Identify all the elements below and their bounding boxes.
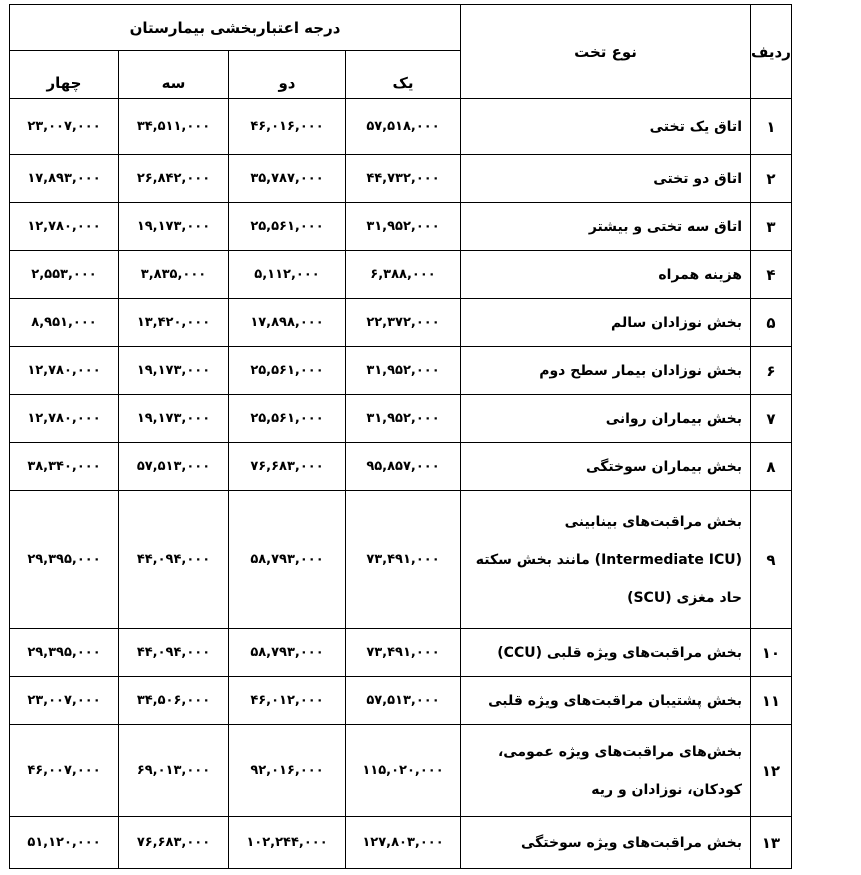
table-row bbox=[10, 299, 792, 347]
price-grade-3: ۷۶,۶۸۳,۰۰۰ bbox=[119, 817, 229, 869]
table-row bbox=[10, 629, 792, 677]
price-grade-2: ۴۶,۰۱۶,۰۰۰ bbox=[229, 99, 346, 155]
table-row bbox=[10, 99, 792, 155]
header-grade-1: یک bbox=[346, 51, 461, 99]
row-number: ۵ bbox=[751, 299, 792, 347]
price-grade-4: ۲۳,۰۰۷,۰۰۰ bbox=[10, 677, 119, 725]
header-bed-type: نوع تخت bbox=[461, 5, 751, 99]
bed-type-cell: بخش مراقبت‌های ویژه قلبی (CCU) bbox=[461, 629, 751, 677]
row-number: ۱۱ bbox=[751, 677, 792, 725]
price-grade-4: ۱۲,۷۸۰,۰۰۰ bbox=[10, 203, 119, 251]
price-grade-1: ۵۷,۵۱۳,۰۰۰ bbox=[346, 677, 461, 725]
table-row bbox=[10, 491, 792, 629]
price-grade-4: ۱۲,۷۸۰,۰۰۰ bbox=[10, 347, 119, 395]
price-grade-2: ۹۲,۰۱۶,۰۰۰ bbox=[229, 725, 346, 817]
price-grade-3: ۴۴,۰۹۴,۰۰۰ bbox=[119, 629, 229, 677]
bed-type-cell: هزینه همراه bbox=[461, 251, 751, 299]
price-grade-2: ۷۶,۶۸۳,۰۰۰ bbox=[229, 443, 346, 491]
price-grade-1: ۵۷,۵۱۸,۰۰۰ bbox=[346, 99, 461, 155]
price-grade-2: ۱۷,۸۹۸,۰۰۰ bbox=[229, 299, 346, 347]
price-grade-1: ۱۱۵,۰۲۰,۰۰۰ bbox=[346, 725, 461, 817]
price-grade-3: ۱۹,۱۷۳,۰۰۰ bbox=[119, 347, 229, 395]
table-row bbox=[10, 155, 792, 203]
header-grade-group: درجه اعتباربخشی بیمارستان bbox=[10, 5, 461, 51]
row-number: ۱۲ bbox=[751, 725, 792, 817]
header-grade-4: چهار bbox=[10, 51, 119, 99]
price-grade-4: ۵۱,۱۲۰,۰۰۰ bbox=[10, 817, 119, 869]
row-number: ۱۰ bbox=[751, 629, 792, 677]
table-row bbox=[10, 251, 792, 299]
bed-type-cell: بخش نوزادان بیمار سطح دوم bbox=[461, 347, 751, 395]
price-grade-1: ۷۳,۴۹۱,۰۰۰ bbox=[346, 629, 461, 677]
price-grade-4: ۱۷,۸۹۳,۰۰۰ bbox=[10, 155, 119, 203]
price-grade-2: ۲۵,۵۶۱,۰۰۰ bbox=[229, 347, 346, 395]
table-row bbox=[10, 395, 792, 443]
price-grade-2: ۵۸,۷۹۳,۰۰۰ bbox=[229, 629, 346, 677]
bed-type-cell: بخش مراقبت‌های بینابینی (Intermediate ICU) مانند بخش سکته حاد مغزی (SCU) bbox=[461, 491, 751, 629]
row-number: ۶ bbox=[751, 347, 792, 395]
price-grade-3: ۲۶,۸۴۲,۰۰۰ bbox=[119, 155, 229, 203]
price-grade-3: ۱۹,۱۷۳,۰۰۰ bbox=[119, 395, 229, 443]
price-grade-3: ۳,۸۳۵,۰۰۰ bbox=[119, 251, 229, 299]
price-grade-3: ۳۴,۵۱۱,۰۰۰ bbox=[119, 99, 229, 155]
price-grade-1: ۲۲,۳۷۲,۰۰۰ bbox=[346, 299, 461, 347]
row-number: ۹ bbox=[751, 491, 792, 629]
row-number: ۱ bbox=[751, 99, 792, 155]
header-row-no: ردیف bbox=[751, 5, 792, 99]
bed-type-cell: بخش بیماران سوختگی bbox=[461, 443, 751, 491]
bed-type-cell: اتاق سه تختی و بیشتر bbox=[461, 203, 751, 251]
price-grade-1: ۳۱,۹۵۲,۰۰۰ bbox=[346, 395, 461, 443]
price-grade-4: ۸,۹۵۱,۰۰۰ bbox=[10, 299, 119, 347]
bed-type-cell: بخش نوزادان سالم bbox=[461, 299, 751, 347]
price-grade-2: ۵۸,۷۹۳,۰۰۰ bbox=[229, 491, 346, 629]
row-number: ۱۳ bbox=[751, 817, 792, 869]
price-grade-2: ۱۰۲,۲۴۴,۰۰۰ bbox=[229, 817, 346, 869]
price-grade-3: ۵۷,۵۱۳,۰۰۰ bbox=[119, 443, 229, 491]
row-number: ۷ bbox=[751, 395, 792, 443]
price-grade-4: ۲۳,۰۰۷,۰۰۰ bbox=[10, 99, 119, 155]
price-grade-1: ۳۱,۹۵۲,۰۰۰ bbox=[346, 347, 461, 395]
price-grade-2: ۲۵,۵۶۱,۰۰۰ bbox=[229, 395, 346, 443]
bed-type-cell: بخش بیماران روانی bbox=[461, 395, 751, 443]
price-grade-4: ۴۶,۰۰۷,۰۰۰ bbox=[10, 725, 119, 817]
price-grade-1: ۴۴,۷۳۲,۰۰۰ bbox=[346, 155, 461, 203]
price-grade-4: ۲۹,۳۹۵,۰۰۰ bbox=[10, 491, 119, 629]
price-grade-3: ۳۴,۵۰۶,۰۰۰ bbox=[119, 677, 229, 725]
price-grade-4: ۲,۵۵۳,۰۰۰ bbox=[10, 251, 119, 299]
price-grade-2: ۲۵,۵۶۱,۰۰۰ bbox=[229, 203, 346, 251]
price-grade-3: ۱۹,۱۷۳,۰۰۰ bbox=[119, 203, 229, 251]
bed-type-cell: بخش‌های مراقبت‌های ویژه عمومی، کودکان، نوزادان و ریه bbox=[461, 725, 751, 817]
table-body bbox=[10, 99, 792, 869]
row-number: ۲ bbox=[751, 155, 792, 203]
row-number: ۳ bbox=[751, 203, 792, 251]
table-row bbox=[10, 347, 792, 395]
table-row bbox=[10, 443, 792, 491]
table-row bbox=[10, 677, 792, 725]
bed-type-cell: بخش پشتیبان مراقبت‌های ویژه قلبی bbox=[461, 677, 751, 725]
header-grade-3: سه bbox=[119, 51, 229, 99]
price-grade-3: ۱۳,۴۲۰,۰۰۰ bbox=[119, 299, 229, 347]
price-grade-2: ۳۵,۷۸۷,۰۰۰ bbox=[229, 155, 346, 203]
tariff-table bbox=[9, 4, 792, 869]
price-grade-2: ۴۶,۰۱۲,۰۰۰ bbox=[229, 677, 346, 725]
price-grade-1: ۷۳,۴۹۱,۰۰۰ bbox=[346, 491, 461, 629]
price-grade-4: ۲۹,۳۹۵,۰۰۰ bbox=[10, 629, 119, 677]
bed-type-cell: اتاق یک تختی bbox=[461, 99, 751, 155]
price-grade-3: ۶۹,۰۱۳,۰۰۰ bbox=[119, 725, 229, 817]
bed-type-cell: بخش مراقبت‌های ویژه سوختگی bbox=[461, 817, 751, 869]
price-grade-1: ۳۱,۹۵۲,۰۰۰ bbox=[346, 203, 461, 251]
price-grade-1: ۹۵,۸۵۷,۰۰۰ bbox=[346, 443, 461, 491]
price-grade-1: ۱۲۷,۸۰۳,۰۰۰ bbox=[346, 817, 461, 869]
row-number: ۴ bbox=[751, 251, 792, 299]
row-number: ۸ bbox=[751, 443, 792, 491]
table-row bbox=[10, 817, 792, 869]
price-grade-1: ۶,۳۸۸,۰۰۰ bbox=[346, 251, 461, 299]
price-grade-4: ۳۸,۳۴۰,۰۰۰ bbox=[10, 443, 119, 491]
price-grade-2: ۵,۱۱۲,۰۰۰ bbox=[229, 251, 346, 299]
price-grade-3: ۴۴,۰۹۴,۰۰۰ bbox=[119, 491, 229, 629]
table-row bbox=[10, 725, 792, 817]
bed-type-cell: اتاق دو تختی bbox=[461, 155, 751, 203]
header-grade-2: دو bbox=[229, 51, 346, 99]
price-grade-4: ۱۲,۷۸۰,۰۰۰ bbox=[10, 395, 119, 443]
table-row bbox=[10, 203, 792, 251]
